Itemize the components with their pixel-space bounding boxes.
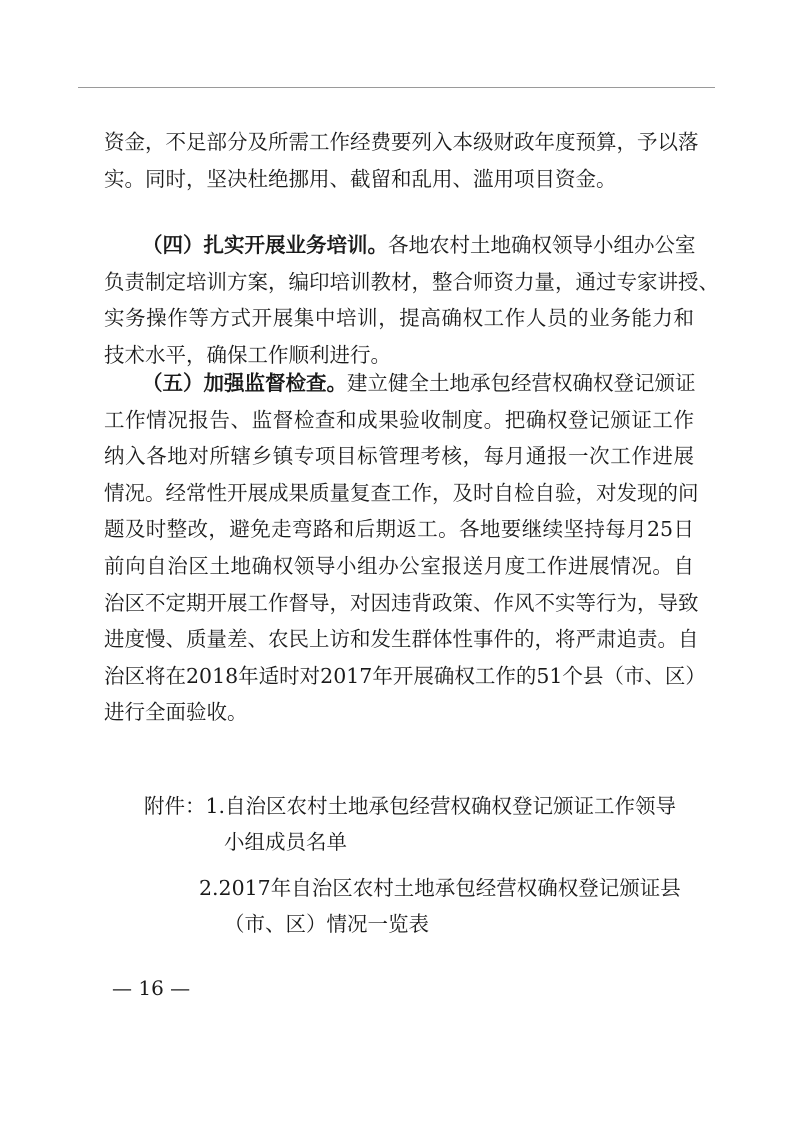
text-line: 技术水平，确保工作顺利进行。 <box>104 342 391 367</box>
text-line: 进行全面验收。 <box>104 700 248 725</box>
text-line: 纳入各地对所辖乡镇专项目标管理考核，每月通报一次工作进展 <box>104 444 694 469</box>
paragraph-funds <box>104 124 699 197</box>
text-line: 治区不定期开展工作督导，对因违背政策、作风不实等行为，导致 <box>104 590 699 615</box>
text-line: 治区将在2018年适时对2017年开展确权工作的51个县（市、区） <box>104 663 706 688</box>
attachment-label: 附件： <box>144 794 206 818</box>
page-number: — 16 — <box>112 976 191 1000</box>
text-line: 实务操作等方式开展集中培训，提高确权工作人员的业务能力和 <box>104 306 694 331</box>
text-line: 题及时整改，避免走弯路和后期返工。各地要继续坚持每月25日 <box>104 517 694 542</box>
section-heading-training: （四）扎实开展业务培训。 <box>142 233 388 257</box>
text-line: 负责制定培训方案，编印培训教材，整合师资力量，通过专家讲授、 <box>104 269 719 294</box>
attachment-2-line-1: 2.2017年自治区农村土地承包经营权确权登记颁证县 <box>199 876 681 900</box>
text-line: 进度慢、质量差、农民上访和发生群体性事件的，将严肃追责。自 <box>104 627 699 652</box>
section-heading-supervision: （五）加强监督检查。 <box>142 371 347 395</box>
attachment-2-line-2: （市、区）情况一览表 <box>224 912 429 936</box>
paragraph-supervision <box>104 365 706 731</box>
text-line: 工作情况报告、监督检查和成果验收制度。把确权登记颁证工作 <box>104 407 694 432</box>
attachment-1-line-1 <box>144 788 676 824</box>
paragraph-first-line <box>104 227 694 264</box>
text-line: 实。同时，坚决杜绝挪用、截留和乱用、滥用项目资金。 <box>104 166 617 191</box>
text-line: 情况。经常性开展成果质量复查工作，及时自检自验，对发现的问 <box>104 480 699 505</box>
text-run: 建立健全土地承包经营权确权登记颁证 <box>347 371 696 395</box>
paragraph-training <box>104 227 719 373</box>
attachment-1-line-2: 小组成员名单 <box>224 830 347 854</box>
paragraph-first-line <box>104 365 694 402</box>
attachment-1-title: 1.自治区农村土地承包经营权确权登记颁证工作领导 <box>205 794 677 818</box>
header-rule <box>78 87 715 88</box>
text-line: 前向自治区土地确权领导小组办公室报送月度工作进展情况。自 <box>104 553 694 578</box>
text-line: 资金，不足部分及所需工作经费要列入本级财政年度预算，予以落 <box>104 130 699 154</box>
text-run: 各地农村土地确权领导小组办公室 <box>388 233 696 257</box>
